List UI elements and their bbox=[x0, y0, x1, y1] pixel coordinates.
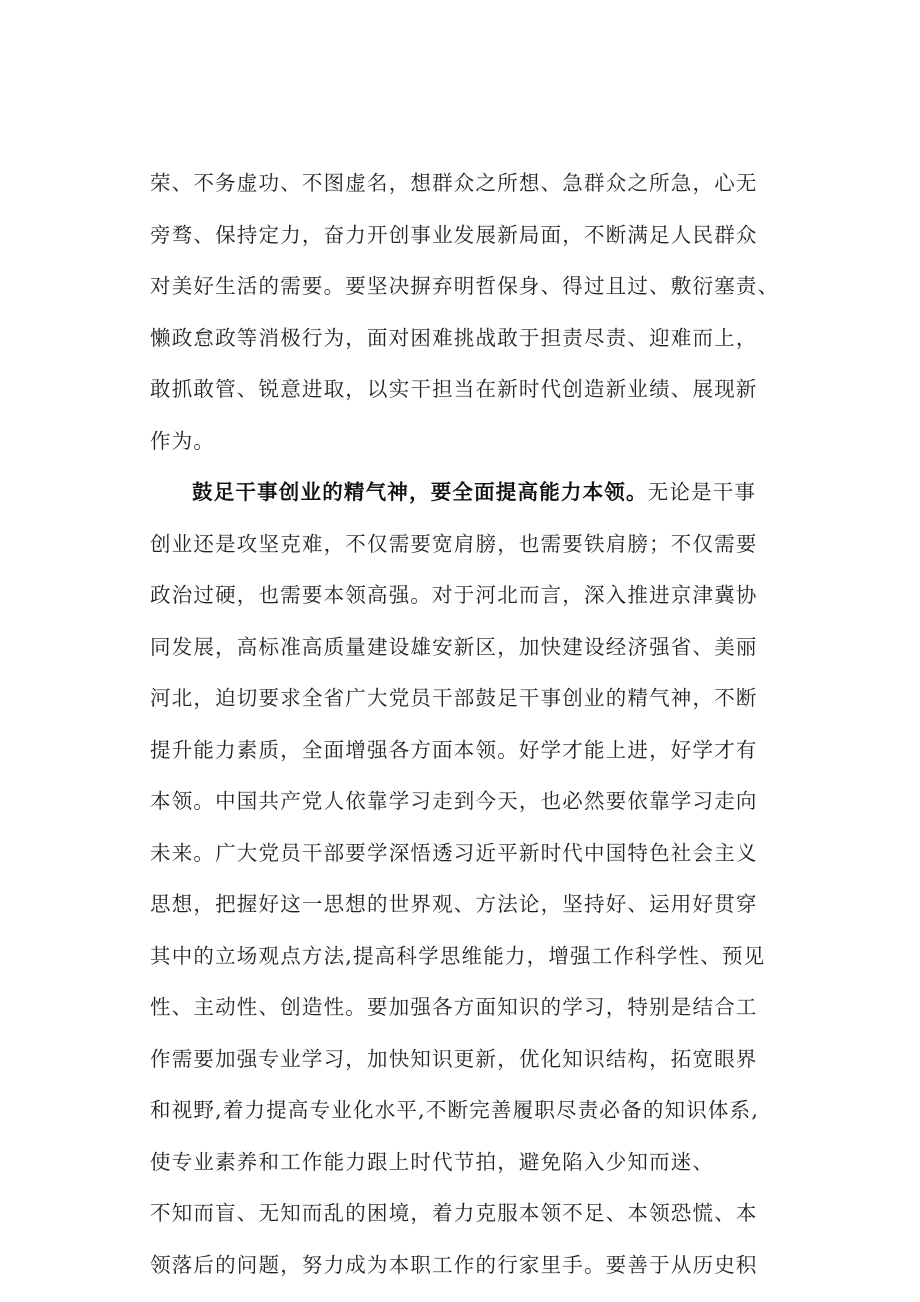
document-body bbox=[150, 158, 810, 1291]
paragraph-2-line-11: 性、主动性、创造性。要加强各方面知识的学习，特别是结合工 bbox=[150, 995, 758, 1019]
paragraph-2-line-12: 作需要加强专业学习，加快知识更新，优化知识结构，拓宽眼界 bbox=[150, 1046, 758, 1071]
paragraph-2-line-8: 未来。广大党员干部要学深悟透习近平新时代中国特色社会主义 bbox=[150, 840, 758, 865]
paragraph-2-line-16: 领落后的问题，努力成为本职工作的行家里手。要善于从历史积 bbox=[150, 1252, 758, 1277]
paragraph-2-line-3: 政治过硬，也需要本领高强。对于河北而言，深入推进京津冀协 bbox=[150, 583, 758, 607]
paragraph-2-line-9: 思想，把握好这一思想的世界观、方法论，坚持好、运用好贯穿 bbox=[150, 892, 758, 916]
paragraph-2-lead-sentence: 鼓足干事创业的精气神，要全面提高能力本领。 bbox=[192, 480, 648, 504]
paragraph-1-line-5: 敢抓敢管、锐意进取，以实干担当在新时代创造新业绩、展现新 bbox=[150, 377, 758, 401]
paragraph-2-line-4: 同发展，高标准高质量建设雄安新区，加快建设经济强省、美丽 bbox=[150, 634, 758, 659]
paragraph-1-line-4: 懒政怠政等消极行为，面对困难挑战敢于担责尽责、迎难而上， bbox=[150, 325, 758, 350]
paragraph-2-first-line-rest: 无论是干事 bbox=[647, 480, 757, 504]
paragraph-1-line-6: 作为。 bbox=[150, 428, 216, 453]
paragraph-2-line-14: 使专业素养和工作能力跟上时代节拍，避免陷入少知而迷、 bbox=[150, 1149, 715, 1174]
paragraph-2-line-1 bbox=[150, 467, 810, 519]
paragraph-2-line-6: 提升能力素质，全面增强各方面本领。好学才能上进，好学才有 bbox=[150, 737, 758, 762]
paragraph-2-line-5: 河北，迫切要求全省广大党员干部鼓足干事创业的精气神，不断 bbox=[150, 686, 758, 710]
paragraph-1-line-2: 旁骛、保持定力，奋力开创事业发展新局面，不断满足人民群众 bbox=[150, 222, 758, 247]
paragraph-2-line-2: 创业还是攻坚克难，不仅需要宽肩膀，也需要铁肩膀；不仅需要 bbox=[150, 531, 758, 556]
paragraph-1-line-3: 对美好生活的需要。要坚决摒弃明哲保身、得过且过、敷衍塞责、 bbox=[150, 274, 780, 298]
paragraph-2-line-10: 其中的立场观点方法,提高科学思维能力，增强工作科学性、预见 bbox=[150, 943, 766, 968]
paragraph-2-line-7: 本领。中国共产党人依靠学习走到今天，也必然要依靠学习走向 bbox=[150, 789, 758, 813]
paragraph-2-line-15: 不知而盲、无知而乱的困境，着力克服本领不足、本领恐慌、本 bbox=[150, 1201, 758, 1225]
paragraph-1-line-1: 荣、不务虚功、不图虚名，想群众之所想、急群众之所急，心无 bbox=[150, 171, 758, 195]
paragraph-2-line-13: 和视野,着力提高专业化水平,不断完善履职尽责必备的知识体系, bbox=[150, 1098, 760, 1122]
